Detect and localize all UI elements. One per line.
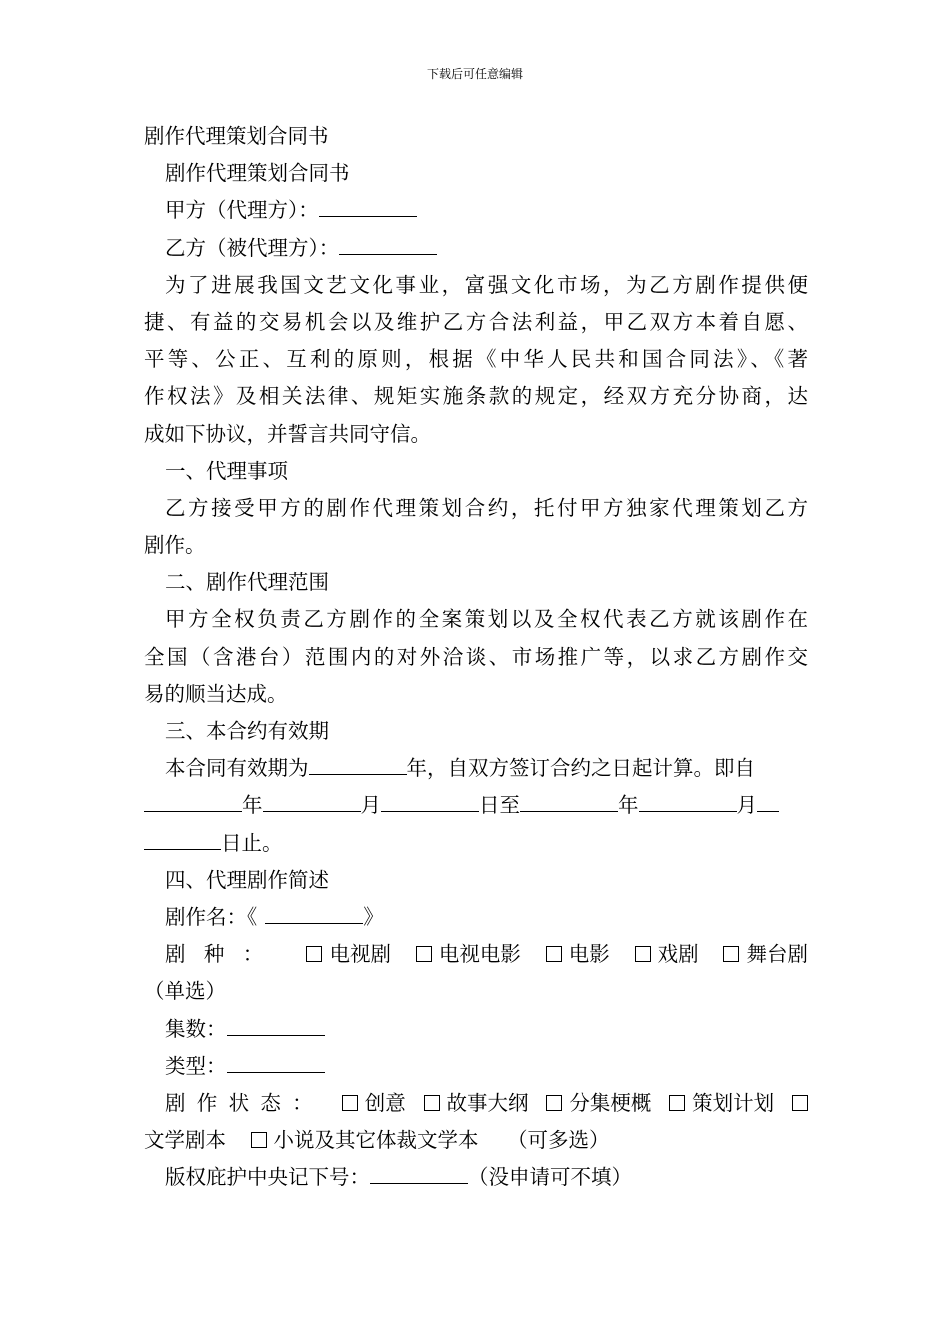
checkbox[interactable] (669, 1095, 685, 1111)
option-label: 创意 (364, 1090, 406, 1115)
genre-option[interactable] (723, 936, 808, 973)
section-4-title: 四、代理剧作简述 (165, 867, 329, 892)
option-label: 故事大纲 (446, 1090, 529, 1115)
checkbox[interactable] (635, 946, 651, 962)
option-label: 策划计划 (692, 1090, 775, 1115)
section-2-line: 全国（含港台）范围内的对外洽谈、市场推广等，以求乙方剧作交 (144, 644, 808, 669)
party-a-label: 甲方（代理方）： (165, 198, 319, 223)
end-year-blank[interactable] (520, 789, 618, 812)
status-option[interactable] (424, 1085, 529, 1122)
doc-subtitle: 剧作代理策划合同书 (165, 161, 350, 186)
page-header: 下载后可任意编辑 (426, 67, 523, 81)
checkbox[interactable] (342, 1095, 358, 1111)
episodes-line (144, 1011, 808, 1048)
section-1-line: 剧作。 (144, 533, 206, 558)
term-text: 本合同有效期为 (165, 756, 309, 781)
intro-line: 为了进展我国文艺文化事业，富强文化市场，为乙方剧作提供便 (165, 272, 808, 297)
checkbox[interactable] (424, 1095, 440, 1111)
work-name-blank[interactable] (265, 901, 363, 924)
start-year-blank[interactable] (144, 789, 242, 812)
end-month-blank[interactable] (639, 789, 737, 812)
work-name-line (144, 899, 808, 936)
party-a-blank[interactable] (319, 194, 417, 217)
checkbox[interactable] (792, 1095, 808, 1111)
genre-note: （单选） (144, 979, 226, 1004)
status-option[interactable] (792, 1085, 808, 1122)
work-name-label: 剧作名：《 (165, 904, 258, 929)
episodes-label: 集数： (165, 1016, 227, 1041)
year-unit: 年 (242, 793, 263, 818)
option-label: 电影 (568, 942, 610, 967)
checkbox[interactable] (251, 1132, 267, 1148)
intro-line: 作权法》及相关法律、规矩实施条款的规定，经双方充分协商，达 (144, 384, 808, 409)
start-day-blank[interactable] (381, 789, 479, 812)
option-label: 电视剧 (329, 942, 391, 967)
copyright-line (144, 1159, 808, 1196)
checkbox[interactable] (546, 1095, 562, 1111)
genre-option[interactable] (635, 936, 699, 973)
end-text: 日止。 (221, 830, 283, 855)
type-line (144, 1048, 808, 1085)
checkbox[interactable] (546, 946, 562, 962)
day-to-text: 日至 (479, 793, 520, 818)
year-unit: 年 (618, 793, 639, 818)
party-b-blank[interactable] (339, 232, 437, 255)
status-label: 剧作状态： (165, 1090, 324, 1115)
option-label: 戏剧 (657, 942, 699, 967)
end-day-blank-cont[interactable] (144, 827, 221, 850)
option-label: 小说及其它体裁文学本 (273, 1128, 479, 1153)
section-2-line: 甲方全权负责乙方剧作的全案策划以及全权代表乙方就该剧作在 (165, 607, 808, 632)
type-blank[interactable] (227, 1050, 325, 1073)
work-name-close: 》 (363, 904, 384, 929)
option-label: 分集梗概 (569, 1090, 652, 1115)
month-unit: 月 (736, 793, 757, 818)
option-label: 舞台剧 (746, 942, 808, 967)
episodes-blank[interactable] (227, 1013, 325, 1036)
genre-line (144, 936, 808, 973)
contract-body (144, 118, 808, 1196)
genre-option[interactable] (416, 936, 521, 973)
genre-label: 剧种： (165, 942, 282, 967)
genre-option[interactable] (546, 936, 610, 973)
intro-line: 平等、公正、互利的原则，根据《中华人民共和国合同法》、《著 (144, 347, 808, 372)
party-b-line (144, 230, 808, 267)
copyright-blank[interactable] (370, 1161, 468, 1184)
type-label: 类型： (165, 1053, 227, 1078)
checkbox[interactable] (416, 946, 432, 962)
end-day-blank[interactable] (757, 789, 779, 812)
doc-title: 剧作代理策划合同书 (144, 124, 329, 148)
status-line-2 (144, 1122, 808, 1159)
date-end-line (144, 825, 808, 862)
month-unit: 月 (360, 793, 381, 818)
term-line (144, 750, 808, 787)
status-option[interactable] (669, 1085, 774, 1122)
date-range-line (144, 787, 808, 824)
section-1-title: 一、代理事项 (165, 458, 288, 483)
copyright-note: （没申请可不填） (468, 1165, 632, 1190)
status-option[interactable] (251, 1122, 479, 1159)
start-month-blank[interactable] (263, 789, 361, 812)
status-option[interactable] (546, 1085, 651, 1122)
section-2-line: 易的顺当达成。 (144, 681, 288, 706)
status-option[interactable] (342, 1085, 406, 1122)
intro-line: 捷、有益的交易机会以及维护乙方合法利益，甲乙双方本着自愿、 (144, 309, 808, 334)
copyright-label: 版权庇护中央记下号： (165, 1165, 370, 1190)
option-label: 电视电影 (438, 942, 521, 967)
term-years-blank[interactable] (309, 752, 407, 775)
term-text: 年，自双方签订合约之日起计算。即自 (406, 756, 755, 781)
status-note: （可多选） (507, 1128, 610, 1153)
section-1-line: 乙方接受甲方的剧作代理策划合约，托付甲方独家代理策划乙方 (165, 495, 808, 520)
section-3-title: 三、本合约有效期 (165, 719, 329, 743)
option-label: 文学剧本 (144, 1128, 226, 1153)
checkbox[interactable] (723, 946, 739, 962)
genre-option[interactable] (306, 936, 391, 973)
section-2-title: 二、剧作代理范围 (165, 570, 329, 595)
party-a-line (144, 192, 808, 229)
party-b-label: 乙方（被代理方）： (165, 235, 340, 260)
checkbox[interactable] (306, 946, 322, 962)
status-line (144, 1085, 808, 1122)
intro-line: 成如下协议，并誓言共同守信。 (144, 421, 431, 446)
